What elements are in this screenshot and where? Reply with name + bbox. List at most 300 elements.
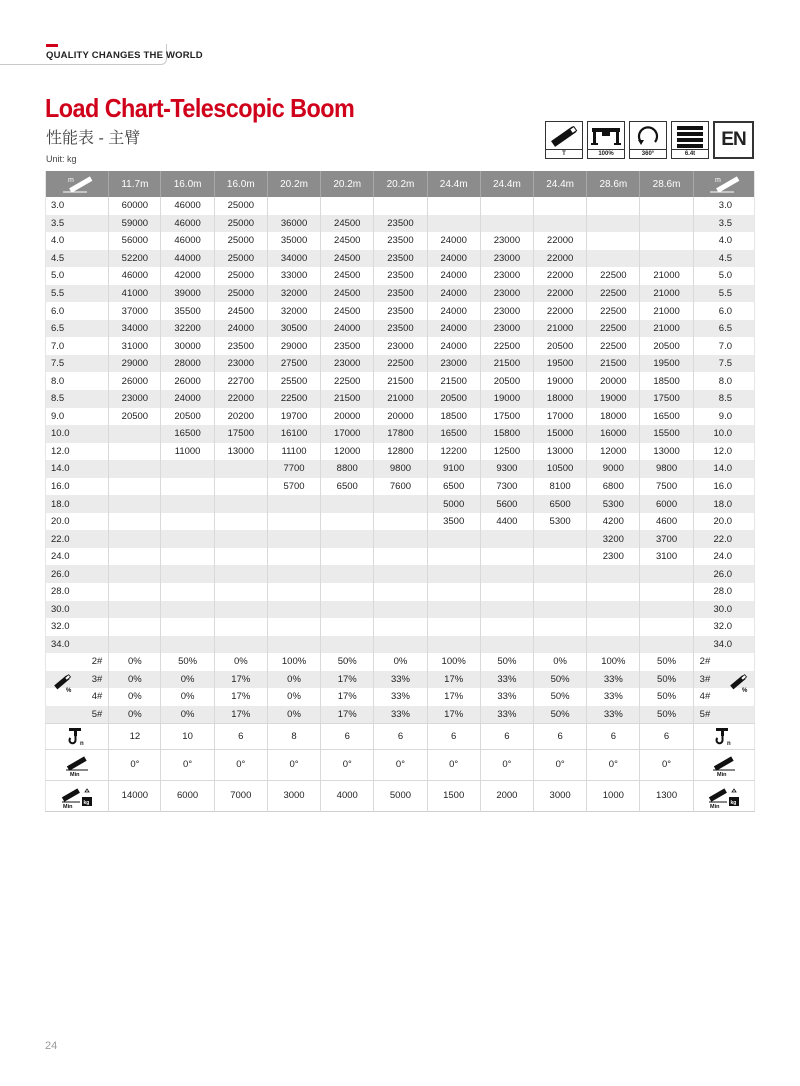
load-cell: 19000 <box>480 390 533 408</box>
load-cell: 30000 <box>161 337 214 355</box>
min-angle-load-icon <box>46 780 109 811</box>
extra-cell: 4000 <box>321 780 374 811</box>
language-badge: EN <box>713 121 754 159</box>
load-cell <box>214 495 267 513</box>
load-cell: 23500 <box>374 232 427 250</box>
section-label: 4# <box>91 691 103 703</box>
extra-cell: 6 <box>640 723 693 749</box>
load-cell: 10500 <box>534 460 587 478</box>
extra-cell: 8 <box>267 723 320 749</box>
load-cell: 20500 <box>427 390 480 408</box>
telescoping-cell: 33% <box>480 688 533 706</box>
load-cell: 22000 <box>534 285 587 303</box>
load-cell <box>267 636 320 654</box>
min-angle-row <box>46 749 755 780</box>
load-cell <box>267 513 320 531</box>
load-cell: 33000 <box>267 267 320 285</box>
load-cell <box>109 425 161 443</box>
load-cell <box>640 215 693 233</box>
telescoping-cell: 17% <box>427 671 480 689</box>
radius-cell: 3.5 <box>46 215 109 233</box>
extra-rows <box>46 723 755 811</box>
radius-cell-right: 34.0 <box>693 636 754 654</box>
extra-cell: 1500 <box>427 780 480 811</box>
load-cell: 26000 <box>109 372 161 390</box>
load-cell <box>109 443 161 461</box>
load-cell: 24000 <box>427 285 480 303</box>
load-cell: 21000 <box>640 285 693 303</box>
extra-cell: 5000 <box>374 780 427 811</box>
load-cell <box>109 601 161 619</box>
load-cell <box>321 495 374 513</box>
load-cell: 21500 <box>587 355 640 373</box>
load-cell: 13000 <box>640 443 693 461</box>
load-cell: 22000 <box>534 232 587 250</box>
svg-text:%: % <box>742 687 748 693</box>
load-cell: 32000 <box>267 285 320 303</box>
load-cell <box>640 601 693 619</box>
load-cell: 25000 <box>214 267 267 285</box>
extra-cell: 3000 <box>534 780 587 811</box>
load-cell <box>587 565 640 583</box>
load-cell: 25500 <box>267 372 320 390</box>
load-cell <box>214 583 267 601</box>
spec-counterweight-label: 6.4t <box>672 149 708 158</box>
section-cell <box>46 653 109 671</box>
load-cell: 21000 <box>534 320 587 338</box>
load-cell <box>109 530 161 548</box>
table-row <box>46 513 755 531</box>
load-cell: 12200 <box>427 443 480 461</box>
load-cell: 22500 <box>587 337 640 355</box>
load-cell: 46000 <box>161 232 214 250</box>
load-cell <box>161 583 214 601</box>
load-cell: 24000 <box>427 267 480 285</box>
table-row <box>46 355 755 373</box>
load-cell: 21000 <box>640 267 693 285</box>
load-cell: 12500 <box>480 443 533 461</box>
telescoping-cell: 0% <box>161 671 214 689</box>
load-cell: 21500 <box>321 390 374 408</box>
table-row <box>46 530 755 548</box>
load-cell: 6000 <box>640 495 693 513</box>
load-cell <box>321 583 374 601</box>
load-cell: 23000 <box>321 355 374 373</box>
radius-cell: 5.0 <box>51 270 65 282</box>
load-cell: 20500 <box>161 408 214 426</box>
extra-cell: 0° <box>374 749 427 780</box>
load-cell: 18500 <box>427 408 480 426</box>
table-row <box>46 460 755 478</box>
radius-cell: 10.0 <box>46 425 109 443</box>
telescoping-cell: 17% <box>427 706 480 724</box>
load-cell: 22500 <box>587 285 640 303</box>
load-cell: 24000 <box>427 232 480 250</box>
load-cell <box>374 618 427 636</box>
load-cell <box>321 636 374 654</box>
table-row <box>46 618 755 636</box>
load-cell <box>587 601 640 619</box>
extra-cell: 0° <box>587 749 640 780</box>
load-cell <box>534 565 587 583</box>
radius-cell: 18.0 <box>46 495 109 513</box>
load-cell <box>534 636 587 654</box>
load-cell <box>161 601 214 619</box>
spec-outrigger <box>587 121 625 159</box>
load-cell: 20500 <box>109 408 161 426</box>
load-cell <box>267 548 320 566</box>
load-cell: 29000 <box>267 337 320 355</box>
load-cell <box>161 460 214 478</box>
load-rows <box>46 197 755 653</box>
load-cell: 7600 <box>374 478 427 496</box>
load-cell: 8800 <box>321 460 374 478</box>
extra-cell: 7000 <box>214 780 267 811</box>
extra-cell: 10 <box>161 723 214 749</box>
load-cell: 21000 <box>374 390 427 408</box>
load-cell: 32200 <box>161 320 214 338</box>
spec-boom-label: T <box>546 149 582 158</box>
load-cell <box>374 513 427 531</box>
load-cell: 59000 <box>109 215 161 233</box>
load-cell: 22500 <box>321 372 374 390</box>
spec-rotation-label: 360° <box>630 149 666 158</box>
load-cell: 31000 <box>109 337 161 355</box>
load-cell: 4600 <box>640 513 693 531</box>
boom-icon <box>546 122 582 150</box>
load-cell: 22500 <box>587 302 640 320</box>
radius-cell-right: 8.5 <box>693 390 754 408</box>
boom-length-header-cell: 28.6m <box>640 171 693 197</box>
load-cell: 46000 <box>161 215 214 233</box>
table-row <box>46 583 755 601</box>
extra-cell: 0° <box>640 749 693 780</box>
svg-text:kg: kg <box>730 799 737 806</box>
boom-length-header-cell: 16.0m <box>214 171 267 197</box>
boom-length-header-cell: 28.6m <box>587 171 640 197</box>
load-cell <box>640 197 693 215</box>
table-row <box>46 232 755 250</box>
load-cell: 23500 <box>374 267 427 285</box>
load-cell: 12000 <box>321 443 374 461</box>
load-chart-table <box>45 171 755 812</box>
table-row <box>46 250 755 268</box>
section-cell <box>46 688 109 706</box>
load-cell: 21000 <box>640 302 693 320</box>
boom-length-header-cell: 24.4m <box>534 171 587 197</box>
load-cell: 23000 <box>480 320 533 338</box>
load-cell <box>640 636 693 654</box>
load-cell: 17500 <box>640 390 693 408</box>
load-cell: 23000 <box>214 355 267 373</box>
unit-label: Unit: kg <box>46 154 77 164</box>
load-cell: 21000 <box>640 320 693 338</box>
min-angle-icon-right <box>693 749 754 780</box>
radius-cell-right: 3.5 <box>693 215 754 233</box>
load-cell <box>427 548 480 566</box>
boom-length-header-cell: 16.0m <box>161 171 214 197</box>
load-cell <box>587 215 640 233</box>
load-cell: 17000 <box>321 425 374 443</box>
load-cell: 24500 <box>321 267 374 285</box>
section-label-right: 2# <box>699 656 711 668</box>
load-cell: 20000 <box>587 372 640 390</box>
load-cell: 37000 <box>109 302 161 320</box>
load-cell: 17000 <box>534 408 587 426</box>
telescoping-cell: 17% <box>214 706 267 724</box>
load-cell: 20200 <box>214 408 267 426</box>
load-cell: 21500 <box>480 355 533 373</box>
load-cell: 23000 <box>480 250 533 268</box>
radius-cell: 22.0 <box>46 530 109 548</box>
load-cell: 24000 <box>321 320 374 338</box>
telescoping-cell: 0% <box>109 706 161 724</box>
load-cell: 3100 <box>640 548 693 566</box>
extra-cell: 0° <box>321 749 374 780</box>
telescoping-cell: 50% <box>640 688 693 706</box>
table-row <box>46 443 755 461</box>
radius-cell-right: 7.0 <box>693 337 754 355</box>
load-cell <box>427 565 480 583</box>
load-cell: 32000 <box>267 302 320 320</box>
load-cell <box>321 197 374 215</box>
extra-cell: 12 <box>109 723 161 749</box>
load-cell <box>109 548 161 566</box>
load-cell <box>480 601 533 619</box>
load-cell: 17500 <box>480 408 533 426</box>
telescoping-cell: 33% <box>374 688 427 706</box>
telescoping-cell: 0% <box>109 671 161 689</box>
load-cell: 20000 <box>374 408 427 426</box>
load-cell: 41000 <box>109 285 161 303</box>
section-label-right: 4# <box>699 691 711 703</box>
extra-cell: 0° <box>161 749 214 780</box>
telescoping-row <box>46 653 755 671</box>
load-cell: 25000 <box>214 232 267 250</box>
load-cell <box>109 636 161 654</box>
load-cell <box>587 583 640 601</box>
spec-counterweight <box>671 121 709 159</box>
radius-cell-right: 14.0 <box>693 460 754 478</box>
radius-cell: 30.0 <box>46 601 109 619</box>
section-cell-right <box>693 688 754 706</box>
table-row <box>46 267 755 285</box>
table-row <box>46 548 755 566</box>
load-cell: 7500 <box>640 478 693 496</box>
extra-cell: 0° <box>534 749 587 780</box>
page-number: 24 <box>45 1040 58 1052</box>
boom-length-header-cell: 24.4m <box>480 171 533 197</box>
radius-cell: 8.0 <box>51 375 65 387</box>
table-row <box>46 390 755 408</box>
telescoping-cell: 33% <box>480 706 533 724</box>
load-cell <box>640 583 693 601</box>
radius-cell-right: 7.5 <box>693 355 754 373</box>
radius-cell: 4.0 <box>51 235 65 247</box>
telescoping-cell: 0% <box>267 671 320 689</box>
load-cell <box>267 601 320 619</box>
load-cell: 15800 <box>480 425 533 443</box>
load-cell: 24000 <box>427 250 480 268</box>
load-cell <box>587 636 640 654</box>
radius-cell: 26.0 <box>46 565 109 583</box>
load-cell <box>534 197 587 215</box>
load-cell <box>374 530 427 548</box>
load-cell: 46000 <box>109 267 161 285</box>
radius-cell: 6.0 <box>51 305 65 317</box>
load-cell <box>374 197 427 215</box>
load-cell <box>267 530 320 548</box>
load-cell <box>534 215 587 233</box>
load-cell: 24000 <box>427 337 480 355</box>
load-cell <box>480 197 533 215</box>
extra-cell: 14000 <box>109 780 161 811</box>
table-row <box>46 302 755 320</box>
extra-cell: 0° <box>214 749 267 780</box>
load-cell: 24500 <box>321 302 374 320</box>
load-cell <box>534 601 587 619</box>
radius-cell-right: 22.0 <box>693 530 754 548</box>
load-cell <box>427 583 480 601</box>
section-label: 3# <box>91 673 103 685</box>
load-cell: 7700 <box>267 460 320 478</box>
load-cell: 24000 <box>214 320 267 338</box>
load-cell <box>267 565 320 583</box>
load-cell <box>321 548 374 566</box>
table-row <box>46 636 755 654</box>
radius-boom-icon-right <box>693 171 754 197</box>
load-cell: 24000 <box>161 390 214 408</box>
spec-boom <box>545 121 583 159</box>
load-cell <box>109 583 161 601</box>
load-cell: 13000 <box>214 443 267 461</box>
load-cell: 23000 <box>374 337 427 355</box>
section-cell <box>46 671 109 693</box>
telescoping-cell: 33% <box>587 688 640 706</box>
load-cell <box>480 618 533 636</box>
load-cell <box>161 565 214 583</box>
load-cell <box>161 618 214 636</box>
extra-cell: 6 <box>374 723 427 749</box>
load-cell: 22700 <box>214 372 267 390</box>
load-cell: 22500 <box>480 337 533 355</box>
radius-cell-right: 4.0 <box>693 232 754 250</box>
load-cell: 23500 <box>374 285 427 303</box>
load-cell <box>480 530 533 548</box>
load-cell: 28000 <box>161 355 214 373</box>
extra-cell: 6 <box>321 723 374 749</box>
load-cell: 16500 <box>427 425 480 443</box>
load-cell <box>534 530 587 548</box>
load-cell: 12000 <box>587 443 640 461</box>
telescoping-cell: 0% <box>214 653 267 671</box>
load-cell: 15500 <box>640 425 693 443</box>
load-cell: 5000 <box>427 495 480 513</box>
radius-cell-right: 5.0 <box>693 267 754 285</box>
load-cell: 23500 <box>374 302 427 320</box>
load-cell: 22500 <box>374 355 427 373</box>
section-cell-right <box>693 706 754 724</box>
load-cell: 52200 <box>109 250 161 268</box>
telescoping-cell: 33% <box>480 671 533 689</box>
telescoping-cell: 50% <box>321 653 374 671</box>
radius-boom-icon <box>46 171 109 197</box>
load-cell: 23500 <box>214 337 267 355</box>
boom-length-header-cell: 20.2m <box>321 171 374 197</box>
extra-cell: 6000 <box>161 780 214 811</box>
load-cell <box>640 232 693 250</box>
load-cell <box>374 565 427 583</box>
load-cell: 19500 <box>640 355 693 373</box>
load-cell <box>587 250 640 268</box>
telescoping-cell: 0% <box>374 653 427 671</box>
telescoping-row <box>46 706 755 724</box>
load-cell: 29000 <box>109 355 161 373</box>
load-cell: 23000 <box>109 390 161 408</box>
load-cell <box>214 565 267 583</box>
load-cell <box>534 548 587 566</box>
hook-icon-right <box>693 723 754 749</box>
load-cell: 34000 <box>267 250 320 268</box>
load-cell: 3700 <box>640 530 693 548</box>
radius-cell-right: 32.0 <box>693 618 754 636</box>
telescoping-cell: 17% <box>321 706 374 724</box>
telescoping-cell: 50% <box>640 706 693 724</box>
load-cell: 18000 <box>534 390 587 408</box>
load-cell <box>480 215 533 233</box>
telescoping-cell: 100% <box>587 653 640 671</box>
load-cell: 22500 <box>587 320 640 338</box>
load-cell <box>427 530 480 548</box>
radius-cell: 7.0 <box>51 340 65 352</box>
extra-cell: 1300 <box>640 780 693 811</box>
load-cell <box>374 636 427 654</box>
radius-cell-right: 20.0 <box>693 513 754 531</box>
load-cell: 22000 <box>534 267 587 285</box>
radius-cell: 24.0 <box>51 551 70 563</box>
load-cell <box>214 601 267 619</box>
load-cell: 34000 <box>109 320 161 338</box>
load-cell <box>427 197 480 215</box>
load-cell <box>214 460 267 478</box>
telescoping-cell: 50% <box>534 688 587 706</box>
load-cell <box>267 583 320 601</box>
table-row <box>46 215 755 233</box>
svg-text:Min: Min <box>70 771 80 776</box>
table-row <box>46 285 755 303</box>
radius-cell: 20.0 <box>51 516 70 528</box>
radius-cell-right: 18.0 <box>693 495 754 513</box>
min-angle-load-icon-right <box>693 780 754 811</box>
radius-cell-right: 26.0 <box>693 565 754 583</box>
load-cell: 24000 <box>427 302 480 320</box>
extra-cell: 6 <box>214 723 267 749</box>
load-cell: 26000 <box>161 372 214 390</box>
load-cell: 46000 <box>161 197 214 215</box>
svg-text:n: n <box>80 741 84 747</box>
telescoping-cell: 50% <box>640 653 693 671</box>
load-cell: 5700 <box>267 478 320 496</box>
load-cell: 6500 <box>427 478 480 496</box>
telescoping-cell: 0% <box>109 653 161 671</box>
radius-cell-right: 3.0 <box>693 197 754 215</box>
load-cell: 56000 <box>109 232 161 250</box>
tagline-accent <box>46 44 58 47</box>
telescoping-cell: 50% <box>161 653 214 671</box>
telescoping-cell: 17% <box>321 671 374 689</box>
spec-rotation <box>629 121 667 159</box>
boom-length-header-cell: 20.2m <box>374 171 427 197</box>
